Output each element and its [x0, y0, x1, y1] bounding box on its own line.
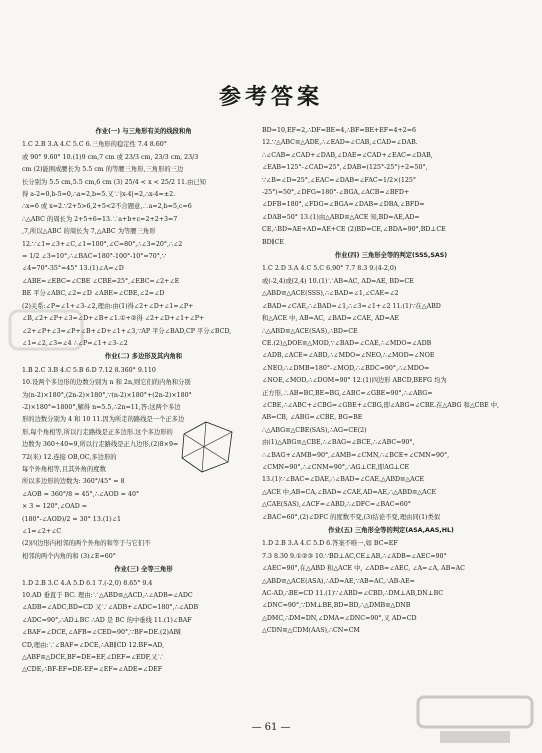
answer-line: 为(n-2)×180°,(2n-2)×180°,∵(n-2)×180°+(2n-2)×180° [22, 391, 192, 399]
answer-line: ∴∠BAG+∠AMB=90°,∠AMB=∠CMN,∴∠BCE+∠CMN=90°, [262, 451, 450, 459]
answer-line: AB=CB, ∠ABG=∠CBE, BG=BE [262, 414, 363, 422]
answer-line: ∠ABE=∠EBC=∠CBE ∠CBE=25°,∠EBC=∠2+∠E [22, 277, 180, 285]
answer-line: 由(1)△ABG≌△CBE,∴∠BAG=∠BCE,∴∠ABC=90°, [262, 439, 415, 447]
answer-line: CE,∴BD=AE+AD=AE+CE (2)BD=CE,∠BDA=90°,BD⊥CE [262, 226, 446, 234]
answer-line: 相邻的两个内角的和 (3)∠E=60° [22, 552, 116, 560]
answer-line: 1.B 2.C 3.B 4.C 5.B 6.D 7.12 8.360° 9.110 [22, 366, 156, 374]
answer-line: CE.(2)△DOE≌△MOD,∵∠BAD=∠CAE,∴∠MDO=∠ADB [262, 339, 432, 347]
answer-line: 正方形,∴AB=BC,BE=BG,∠ABC=∠GBE=90°,∴∠ABG= [262, 389, 433, 397]
answer-line: ∠NOE,∠MOD,∴∠DOM=90° 12.(1)四边形 ABCD,BEFG 均为 [262, 377, 447, 385]
answer-line: 所以多边形的边数为: 360°/45° = 8 [22, 478, 125, 486]
answer-line: 1.D 2.B 3.C 4.A 5.D 6.1 7.(-2,0) 8.65° 9.4 [22, 579, 153, 587]
answer-line: ∵∠B=∠D=25°,∠EAC=∠DAB=∠FAC=1/2×(125° [262, 176, 417, 184]
answer-line: BE 平分∠ABC,∠2=∠D ∠ABE=∠CBE,∠2=∠D [22, 290, 165, 298]
watermark-logo [416, 695, 534, 747]
answer-line: ∠1=∠2,∠3=∠4 ∴∠P=∠1+∠3-∠2 [22, 339, 128, 347]
section-heading: 作业(四) 三角形全等的判定(SSS,SAS) [334, 252, 448, 260]
answer-line: ∴△ABG≌△CBE(SAS),∴AG=CE(2) [262, 426, 367, 434]
answer-line: 和△ACE 中, AB=AC, ∠BAD=∠CAE, AD=AE [262, 315, 400, 323]
answer-line: ∠EAB=125°-∠CAD=25°,∠DAB=(125°-25°)÷2=50°, [262, 164, 428, 172]
answer-line: ∠CMN=90°,∴∠CNM=90°,∴AG⊥CE,即AG⊥CE [262, 463, 410, 471]
answer-line: (2)四边形内相邻的两个外角的和等于与它们不 [22, 540, 151, 548]
answer-line: ∠1=∠2+∠C [22, 528, 62, 535]
answer-line: 得 a-2=0,b-5=0,∴a=2,b=5.又∵|x-4|=2,∴x-4=±2. [22, 191, 176, 199]
answer-line: ∠AEC=90°,在△ABD 和△ACE 中, ∠ADB=∠AEC, ∠A=∠A, AB=AC [262, 565, 465, 573]
answer-line: 1.C 2.D 3.A 4.C 5.C 6.90° 7.7 8.3 9.(4-2,0) [262, 265, 397, 273]
answer-line: AC-AD,∴BE=CD 11.(1)∵∠ABD=∠CBD,∴DM⊥AB,DN⊥BC [262, 590, 444, 598]
answer-line: ∴x=6 或 x=2.∵2+5>6,2+5<2不合题意,∴a=2,b=5,c=6 [22, 203, 192, 211]
answer-line: ∠ADB=∠ADC,BD=CD 又∵∠ADB+∠ADC=180°,∴∠ADB [22, 604, 199, 612]
answer-line: △ABD≌△ACE(SSS),∴∠BAD=∠1,∠CAE=∠2 [262, 290, 399, 298]
answer-line: 每个外角相等,且其外角的度数 [22, 465, 106, 473]
answer-line: 7.3 8.30 9.①②③ 10.∵BD⊥AC,CE⊥AB,∴∠ADB=∠AEC=90° [262, 552, 447, 560]
answer-line: △CDN≌△CDM(AAS),∴CN=CM [262, 627, 360, 635]
answer-line: 12.∵△ABC≌△ADE,∴∠EAD=∠CAB,∠CAD=∠DAB. [262, 139, 418, 147]
answer-line: △ABD≌△ACE(ASA),∴AD=AE,∵AB=AC,∴AB-AE= [262, 577, 415, 585]
answer-line: 72(米) 12.连接 OB,OC,多边形的 [22, 453, 117, 461]
answer-line: ∠DAB=50° 13.(1)由△ABD≌△ACE 知,BD=AE,AD= [262, 213, 420, 221]
answer-line: ∠B,∠2+∠P+∠3=∠D+∠B+∠1.①+②得 ∠2+∠D+∠1+∠P+ [22, 315, 205, 323]
answer-line: ∠DFB=180°,∠FDG=∠BGA=∠DAB=∠DBA,∠BFD= [262, 201, 425, 209]
answer-line: ,7,所以△ABC 的周长为 7,△ABC 为等腰三角形 [22, 228, 156, 236]
answer-line: ∴△ABD≌△ACE(SAS),∴BD=CE [262, 327, 358, 335]
answer-line: BD∥CE [262, 238, 284, 246]
answer-line: △ACE 中,AB=CA,∠BAD=∠CAE,AD=AE,∴△ABD≌△ACE [262, 488, 437, 496]
answer-line: △ABF≌△DCE,BF=DE=EF,∠DEF=∠EDF,又∵ [22, 654, 164, 662]
answer-line: 12.∵∠1=∠3+∠C,∠1=100°,∠C=80°,∴∠3=20°,∴∠2 [22, 240, 183, 248]
watermark-logo-left [6, 305, 86, 355]
answer-line: BD=10,EF=2,∴DF=BE=4,∴BF=BE+EF=4+2=6 [262, 127, 417, 134]
answer-line: cm (2)能围成腰长为 5.5 cm 的等腰三角形,三角形的三边 [22, 166, 184, 174]
page-title: 参考答案 [218, 84, 323, 110]
answer-line: △DMC,∴DM=DN,∠DMA=∠DNC=90°,又 AD=CD [262, 614, 417, 622]
answer-line: ∠ADB,∠ACE=∠ABD,∴∠MDO=∠NEO,∴∠MOD=∠NOE [262, 352, 435, 360]
answer-line: (2)关系:∠P=∠1+∠3-∠2,理由:由(1)得∠2+∠D+∠1=∠P+ [22, 302, 194, 310]
answer-line: 1.D 2.B 3.A 4.C 5.D 6.答案不唯一,如 BC=EF [262, 540, 398, 548]
polygon-figure [176, 418, 238, 476]
answer-line: △CAE(SAS),∠ACF=∠ABD,∴∠DFC=∠BAC=60° [262, 501, 411, 509]
answer-line: 或 90° 9.60° 10.(1)9 cm,7 cm 或 23/3 cm, 23/3 cm, 23/3 [22, 153, 199, 161]
answer-line: 或(-2,4)或(2,4) 10.(1)∵AB=AC, AD=AE, BD=CE [262, 277, 414, 285]
answer-line: 1.C 2.B 3.A 4.C 5.C 6.三角形的稳定性 7.4 8.60° [22, 141, 167, 149]
answer-line: 长分别为 5.5 cm,5.5 cm,6 cm (3) 25/4 < x < 25/2 11.由已知 [22, 178, 206, 186]
answer-line: ∴∠CAB=∠CAD+∠DAB,∠DAE=∠CAD+∠EAC=∠DAB, [262, 151, 433, 159]
answer-line: ∠BAC=60°,(2)∠DFC 的度数不变,(3)结论不变,理由同(1)类似 [262, 513, 441, 521]
page-number: — 61 — [251, 722, 291, 733]
answer-line: ∠AOB = 360°/8 = 45°,∴∠AOD = 40° [22, 490, 140, 498]
answer-line: ∠ADC=90°,∴AD⊥BC ∴AD 是 BC 的中垂线 11.(1)∠BAF [22, 616, 192, 624]
answer-line: 13.(1)∵∠BAC=∠DAE,∴∠BAD=∠CAE,△ABD≌△ACE [262, 476, 425, 484]
right-answer-column [262, 125, 520, 638]
answer-line: ∠2+∠P+∠3=∠P+∠B+∠D+∠1+∠3,∵AP 平分∠BAD,CP 平分∠BCD, [22, 327, 232, 335]
answer-line: ∠BAF=∠DCE,∠AFB=∠CED=90°,∵BF=DE.(2)AB∥ [22, 629, 182, 637]
section-heading: 作业(一) 与三角形有关的线段和角 [95, 128, 192, 135]
answer-line: △CDE,∴BF-EF=DE-EF=∠EF=∠ADE=∠DEF [22, 666, 163, 674]
section-heading: 作业(三) 全等三角形 [114, 566, 173, 574]
answer-line: 10.设两个多边形的边数分别为 n 和 2n,则它们的内角和分别 [22, 379, 191, 387]
left-answer-column [22, 125, 265, 677]
answer-line: 边数为 360÷40=9,所以行走路线是正九边形,(2)8×9= [22, 441, 179, 449]
answer-line: 形的边数分别为 4 和 10 11.因为所走的路线是一个正多边 [22, 416, 185, 424]
answer-line: ∴△ABC 的周长为 2+5+6=13.∵a+b+c=2+2+3=7 [22, 215, 178, 223]
answer-line: 形,每个角相等,所以行走路线是正多边形.这个多边形的 [22, 428, 173, 436]
answer-line: 10.AD 垂直于 BC. 理由:∵△ABD≌△ACD,∴∠ADB=∠ADC [22, 592, 193, 600]
answer-line: ∠4=70°-35°=45° 13.(1)∠A=∠D [22, 265, 124, 273]
answer-line: ∠NEO,∴∠DMB=180°-∠MOD,∴∠BDC=90°,∴∠MDO= [262, 364, 430, 372]
answer-line: CD,理由:∵∠BAF=∠DCE,∴AB∥CD 12.BF=AD, [22, 641, 165, 649]
answer-line: ∠CBE,∴∠ABC+∠CBG=∠GBE+∠CBG,即∠ABG=∠CBE.在△ABG 和△CBE 中, [262, 401, 500, 409]
section-heading: 作业(二) 多边形及其内角和 [104, 353, 183, 361]
answer-line: = 1/2 ∠3=10°,∴∠BAC=180°-100°-10°=70°,∵ [22, 253, 166, 261]
answer-line: (180°-∠AOD)/2 = 30° 13.(1)∠1 [22, 515, 122, 523]
answer-line: × 3 = 120°,∠OAD = [22, 503, 88, 511]
answer-line: -2)×180°=1800°,解得 n=5.5,∴2n=11,答:这两个多边 [22, 403, 181, 411]
answer-line: ∠BAD=∠CAE,∴∠BAD=∠1,∴∠3=∠1+∠2 11.(1)∵在△ABD [262, 302, 441, 310]
section-heading: 作业(五) 三角形全等的判定(ASA,AAS,HL) [328, 527, 454, 534]
answer-line: ∠DNC=90°,∵DM⊥BE,BD=BD,∴△DMB≌△DNB [262, 602, 411, 610]
answer-line: -25°)=50°,∠DFG=180°-∠BGA,∠ACB=∠BFD+ [262, 189, 410, 197]
